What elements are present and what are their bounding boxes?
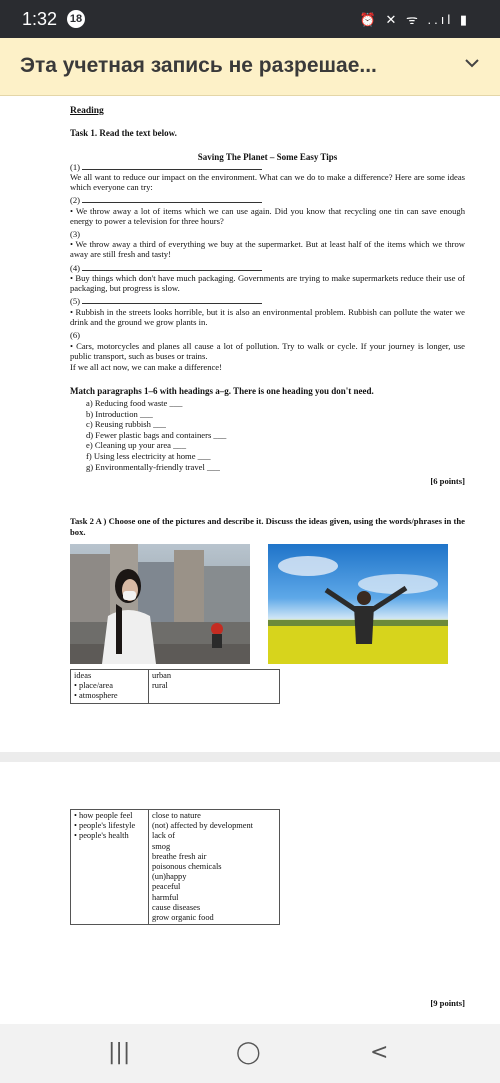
heading-item: d) Fewer plastic bags and containers ___ bbox=[86, 429, 227, 440]
closing-line: If we all act now, we can make a difference! bbox=[70, 362, 222, 372]
box-idea: • people's health bbox=[74, 831, 129, 841]
heading-item: c) Reusing rubbish ___ bbox=[86, 419, 166, 430]
vocabulary-box-2 bbox=[70, 809, 280, 925]
blank-4: (4) bbox=[70, 263, 262, 273]
recents-button[interactable]: ||| bbox=[108, 1040, 131, 1065]
status-bar bbox=[0, 0, 500, 38]
countryside-photo bbox=[268, 544, 448, 664]
box-word: (un)happy bbox=[152, 872, 187, 882]
paragraph-4: • Buy things which don't have much packaging. Governments are trying to make supermarkets reduce their use of packaging, but progress is slow. bbox=[70, 273, 465, 294]
clock: 1:32 bbox=[22, 9, 58, 29]
status-icons: ⏰ ✕ ᯤ ..ıl ▮ bbox=[359, 12, 470, 27]
article-title: Saving The Planet – Some Easy Tips bbox=[197, 152, 338, 162]
home-button[interactable]: ◯ bbox=[236, 1040, 261, 1065]
box-word: poisonous chemicals bbox=[152, 862, 222, 872]
box-word: grow organic food bbox=[152, 913, 214, 923]
paragraph-5: • Rubbish in the streets looks horrible, but it is also an environmental problem. Rubbish can pollute the water we drink and the ground we grow plants in. bbox=[70, 307, 465, 328]
navigation-bar bbox=[0, 1024, 500, 1083]
heading-item: b) Introduction ___ bbox=[86, 408, 153, 419]
section-heading: Reading bbox=[70, 106, 104, 116]
paragraph-2: • We throw away a lot of items which we can use again. Did you know that recycling one tin can save enough energy to power a television for three hours? bbox=[70, 206, 465, 227]
box-word: peaceful bbox=[152, 882, 181, 892]
paragraph-6: • Cars, motorcycles and planes all cause a lot of pollution. Try to walk or cycle. If your journey is longer, use public transport, such as buses or trains. bbox=[70, 341, 465, 362]
back-button[interactable]: < bbox=[370, 1040, 389, 1065]
city-photo bbox=[70, 544, 250, 664]
chevron-down-icon[interactable] bbox=[464, 52, 480, 75]
box-idea: ideas bbox=[74, 671, 92, 680]
account-banner[interactable] bbox=[0, 38, 500, 96]
blank-5: (5) bbox=[70, 296, 262, 306]
document-page-1 bbox=[0, 96, 500, 752]
paragraph-3: • We throw away a third of everything we buy at the supermarket. But at least half of the items which we throw away are still fresh and tasty! bbox=[70, 239, 465, 260]
box-word: urban bbox=[152, 671, 172, 680]
box-word: breathe fresh air bbox=[152, 851, 207, 861]
blank-3: (3) bbox=[70, 229, 81, 239]
blank-2: (2) bbox=[70, 195, 262, 205]
blank-6: (6) bbox=[70, 330, 81, 340]
box-word: rural bbox=[152, 681, 168, 691]
task1-heading: Task 1. Read the text below. bbox=[70, 128, 177, 138]
box-word: (not) affected by development bbox=[152, 821, 254, 831]
box-word: close to nature bbox=[152, 811, 201, 820]
box-word: lack of bbox=[152, 831, 176, 841]
paragraph-intro: We all want to reduce our impact on the environment. What can we do to make a difference? Here are some ideas which everyone can try: bbox=[70, 172, 465, 193]
box-word: cause diseases bbox=[152, 902, 201, 912]
points-label: [9 points] bbox=[430, 998, 465, 1008]
headings-list bbox=[86, 398, 226, 472]
banner-title: Эта учетная запись не разрешае... bbox=[20, 54, 377, 77]
match-instruction: Match paragraphs 1–6 with headings a–g. There is one heading you don't need. bbox=[70, 386, 374, 396]
heading-item: g) Environmentally-friendly travel ___ bbox=[86, 461, 220, 472]
notification-badge: 18 bbox=[67, 10, 85, 28]
vocabulary-box-1 bbox=[70, 669, 280, 704]
heading-item: a) Reducing food waste ___ bbox=[86, 398, 183, 408]
document-page-2 bbox=[0, 762, 500, 1024]
box-idea: • how people feel bbox=[74, 811, 133, 820]
box-idea: • place/area bbox=[74, 681, 113, 691]
task2-instruction: Task 2 A ) Choose one of the pictures and describe it. Discuss the ideas given, using the words/phrases in the box. bbox=[70, 516, 465, 537]
box-word: smog bbox=[152, 841, 171, 851]
blank-1: (1) bbox=[70, 162, 262, 172]
heading-item: f) Using less electricity at home ___ bbox=[86, 450, 211, 461]
box-word: harmful bbox=[152, 892, 179, 902]
heading-item: e) Cleaning up your area ___ bbox=[86, 440, 186, 451]
box-idea: • atmosphere bbox=[74, 691, 118, 701]
box-idea: • people's lifestyle bbox=[74, 821, 136, 831]
points-label: [6 points] bbox=[430, 476, 465, 486]
